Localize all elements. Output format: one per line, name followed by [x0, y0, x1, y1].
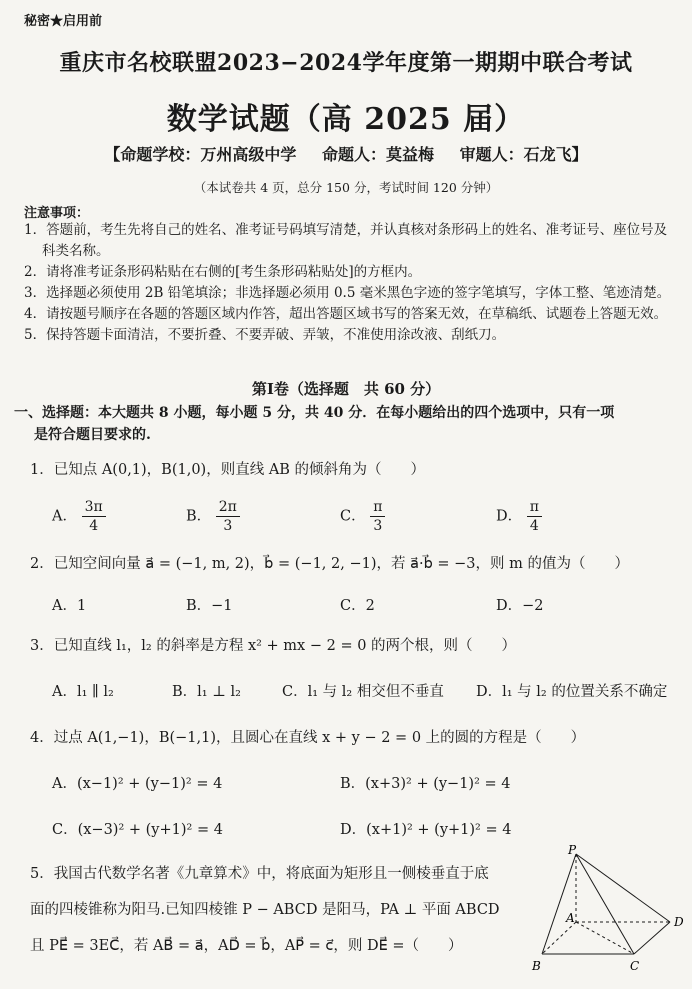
pyramid-figure: [528, 842, 688, 982]
fraction: [82, 498, 106, 535]
option-label: C．: [340, 508, 366, 525]
exam-title: 重庆市名校联盟2023−2024学年度第一期期中联合考试: [59, 50, 633, 76]
question-5-line1: 5．我国古代数学名著《九章算术》中，将底面为矩形且一侧棱垂直于底: [30, 866, 489, 882]
notice-title: 注意事项：: [24, 206, 90, 221]
exam-info: （本试卷共 4 页，总分 150 分，考试时间 120 分钟）: [193, 180, 499, 195]
proposer-line: [0, 142, 692, 165]
notice-item: 5．保持答题卡面清洁，不要折叠、不要弄破、弄皱，不准使用涂改液、刮纸刀。: [24, 327, 506, 343]
label-c: C: [630, 959, 640, 973]
section-desc-line2: 是符合题目要求的.: [34, 427, 151, 443]
question-2-stem: 2．已知空间向量 a⃗ = (−1, m, 2)，b⃗ = (−1, 2, −1)，若 a⃗·b⃗ = −3，则 m 的值为（ ）: [30, 556, 630, 572]
question-1-option-b: [186, 498, 240, 535]
numerator: π: [370, 498, 385, 517]
fraction: [370, 498, 385, 535]
label-p: P: [568, 843, 577, 857]
question-5-line3: 且 PE⃗ = 3EC⃗，若 AB⃗ = a⃗，AD⃗ = b⃗，AP⃗ = c⃗，则 DE⃗ =（ ）: [30, 938, 463, 954]
fraction: [527, 498, 542, 535]
label-b: B: [532, 959, 541, 973]
denominator: 3: [223, 518, 233, 534]
option-label: A．: [52, 508, 77, 525]
edge-pb: [542, 854, 576, 954]
notice-list: [24, 220, 672, 346]
notice-item: 4．请按题号顺序在各题的答题区域内作答，超出答题区域书写的答案无效，在草稿纸、试题卷上答题无效。: [24, 306, 668, 322]
question-3-stem: 3．已知直线 l₁，l₂ 的斜率是方程 x² + mx − 2 = 0 的两个根，则（ ）: [30, 638, 517, 654]
question-3-option-d: D．l₁ 与 l₂ 的位置关系不确定: [476, 684, 668, 700]
label-d: D: [674, 915, 684, 929]
question-2-option-b: B．−1: [186, 598, 233, 614]
question-4-option-a: A．(x−1)² + (y−1)² = 4: [52, 776, 223, 792]
question-2-option-d: D．−2: [496, 598, 544, 614]
fraction: [216, 498, 240, 535]
proposer-school: 【命题学校：万州高级中学: [104, 145, 297, 164]
numerator: 2π: [216, 498, 240, 517]
label-a: A: [566, 911, 575, 925]
question-4-option-d: D．(x+1)² + (y+1)² = 4: [340, 822, 512, 838]
numerator: π: [527, 498, 542, 517]
question-2-option-a: A．1: [52, 598, 87, 614]
question-3-option-b: B．l₁ ⊥ l₂: [172, 684, 241, 700]
question-1-option-a: [52, 498, 106, 535]
question-1-option-c: [340, 498, 385, 535]
question-5-line2: 面的四棱锥称为阳马.已知四棱锥 P − ABCD 是阳马，PA ⊥ 平面 ABCD: [30, 902, 500, 918]
subject-title: 数学试题（高 2025 届）: [166, 102, 526, 137]
option-label: D．: [496, 508, 523, 525]
section-description: [14, 402, 672, 446]
question-4-option-b: B．(x+3)² + (y−1)² = 4: [340, 776, 511, 792]
denominator: 4: [529, 518, 539, 534]
edge-pc: [576, 854, 634, 954]
notice-item: 1．答题前，考生先将自己的姓名、准考证号码填写清楚，并认真核对条形码上的姓名、准考证号、座位号及科类名称。: [24, 222, 668, 259]
question-1-option-d: [496, 498, 542, 535]
option-label: B．: [186, 508, 212, 525]
question-4-option-c: C．(x−3)² + (y+1)² = 4: [52, 822, 223, 838]
secret-label: 秘密★启用前: [24, 14, 103, 29]
proposer-person: 命题人：莫益梅: [321, 145, 434, 164]
reviewer: 审题人：石龙飞】: [459, 145, 588, 164]
question-3-option-c: C．l₁ 与 l₂ 相交但不垂直: [282, 684, 444, 700]
notice-item: 2．请将准考证条形码粘贴在右侧的[考生条形码粘贴处]的方框内。: [24, 264, 422, 280]
notice-item: 3．选择题必须使用 2B 铅笔填涂；非选择题必须用 0.5 毫米黑色字迹的签字笔填写，字体工整、笔迹清楚。: [24, 285, 671, 301]
question-3-option-a: A．l₁ ∥ l₂: [52, 684, 114, 700]
section-desc-line1: 一、选择题：本大题共 8 小题，每小题 5 分，共 40 分．在每小题给出的四个选项中，只有一项: [14, 405, 615, 421]
edge-ac: [576, 922, 634, 954]
question-4-stem: 4．过点 A(1,−1)，B(−1,1)，且圆心在直线 x + y − 2 = 0 上的圆的方程是（ ）: [30, 730, 586, 746]
denominator: 4: [89, 518, 99, 534]
edge-pd: [576, 854, 670, 922]
denominator: 3: [373, 518, 383, 534]
edge-cd: [634, 922, 670, 954]
section-title: 第Ⅰ卷（选择题 共 60 分）: [251, 380, 441, 398]
question-1-stem: 1．已知点 A(0,1)，B(1,0)，则直线 AB 的倾斜角为（ ）: [30, 462, 426, 478]
numerator: 3π: [82, 498, 106, 517]
question-2-option-c: C．2: [340, 598, 375, 614]
